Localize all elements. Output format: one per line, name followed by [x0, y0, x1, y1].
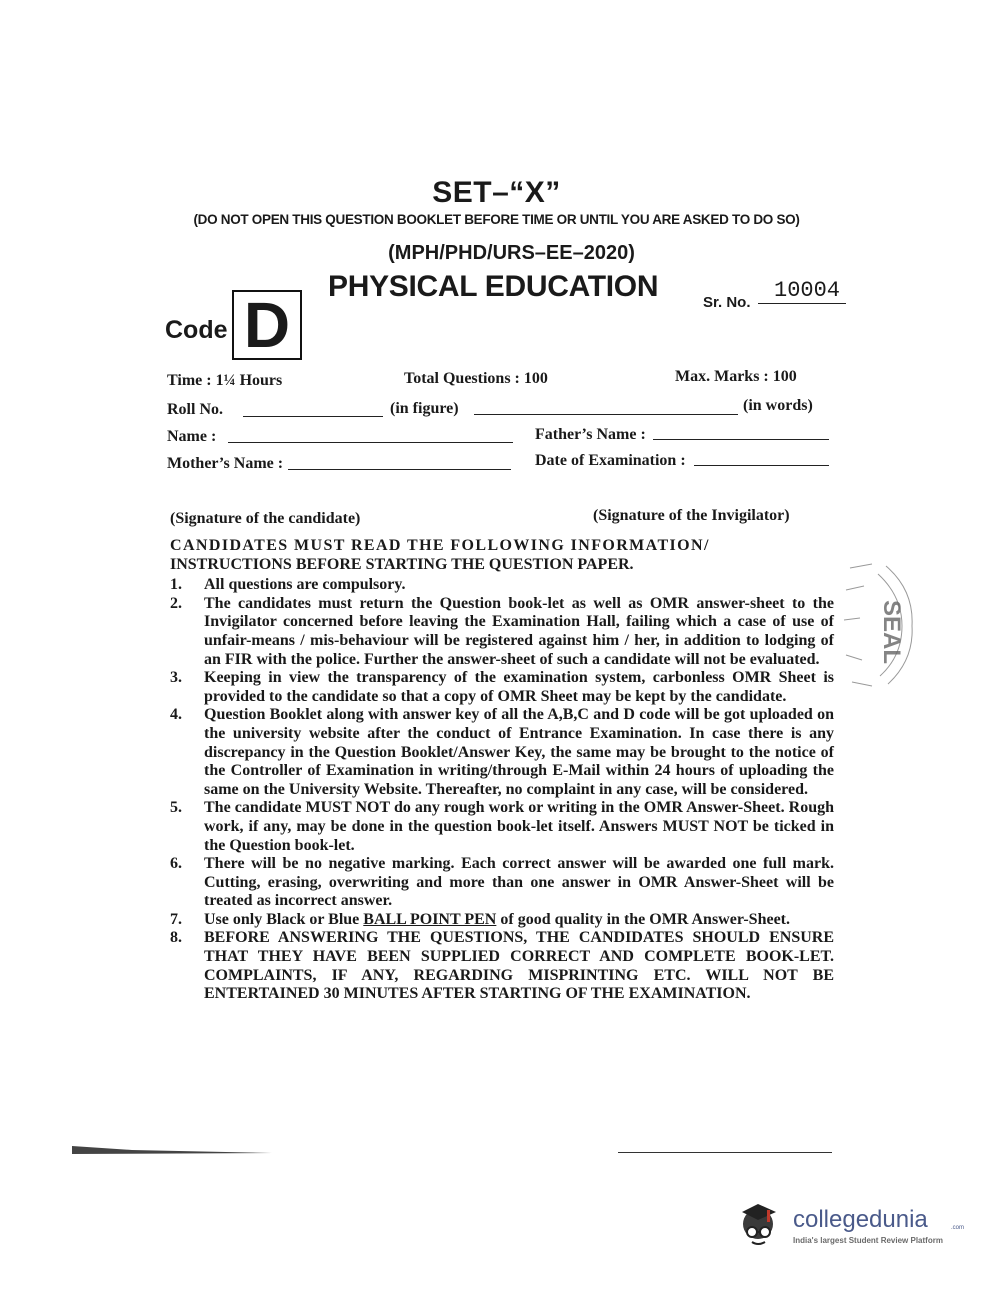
mothers-name-label: Mother’s Name : [167, 455, 284, 472]
total-questions-label: Total Questions : 100 [404, 370, 548, 387]
instruction-item: 7. Use only Black or Blue BALL POINT PEN of good quality in the OMR Answer-Sheet. [170, 910, 790, 928]
instruction-item: 8. BEFORE ANSWERING THE QUESTIONS, THE CANDIDATES SHOULD ENSURE THAT THEY HAVE BEEN SUPPLIED CORRECT AND COMPLETE BOOK-LET. COMPLAINTS, IF ANY, REGARDING MISPRINTING ETC. WILL NOT BE ENTERTAINED 30 MINUTES AFTER STARTING OF THE EXAMINATION. [170, 929, 834, 1003]
instruction-item: 1. All questions are compulsory. [170, 576, 406, 594]
exam-code: (MPH/PHD/URS–EE–2020) [388, 242, 635, 264]
subject-title: PHYSICAL EDUCATION [328, 270, 659, 303]
instruction-item: 6. There will be no negative marking. Each correct answer will be awarded one full mark. Cutting, erasing, overwriting and more than one answer in OMR Answer-Sheet will be treated as incorrect answer. [170, 855, 834, 910]
code-box [232, 290, 302, 360]
time-label: Time : 1¼ Hours [167, 372, 283, 389]
instruction-item: 2. The candidates must return the Question book-let as well as OMR answer-sheet to the Invigilator concerned before leaving the Examination Hall, failing which a case of use of unfair-means / mis-behaviour will be registered against him / her, in addition to lodging of an FIR with the police. Further the answer-sheet of such a candidate will not be evaluated. [170, 594, 834, 668]
date-of-exam-line [694, 465, 829, 466]
instruction-item: 4. Question Booklet along with answer key of all the A,B,C and D code will be got uploaded on the university website after the conduct of Entrance Examination. In case there is any discrepancy in the Question Booklet/Answer Key, the same may be brought to the notice of the Controller of Examination in writing/through E-Mail within 24 hours of uploading the same on the University Website. Thereafter, no complaint in any case, will be considered. [170, 706, 834, 798]
roll-words-line [474, 414, 738, 415]
code-letter: D [243, 289, 291, 361]
name-label: Name : [167, 428, 217, 445]
logo-name: collegedunia [793, 1206, 928, 1233]
roll-no-label: Roll No. [167, 401, 223, 418]
set-title: SET–“X” [432, 176, 561, 209]
serial-number-label: Sr. No. [703, 294, 751, 311]
instructions [170, 537, 834, 1004]
mothers-name-line [288, 469, 511, 470]
name-line [228, 442, 513, 443]
logo-suffix: .com [951, 1225, 965, 1231]
fathers-name-line [653, 439, 829, 440]
instruction-item: 3. Keeping in view the transparency of the examination system, carbonless OMR Sheet is provided to the candidate so that a copy of OMR Sheet may be kept by the candidate. [170, 669, 834, 705]
in-figure-label: (in figure) [390, 400, 459, 417]
instructions-heading: CANDIDATES MUST READ THE FOLLOWING INFORMATION/ INSTRUCTIONS BEFORE STARTING THE QUESTION PAPER. [170, 537, 710, 573]
date-of-exam-label: Date of Examination : [535, 452, 686, 469]
ball-point-pen-text: BALL POINT PEN [363, 910, 497, 928]
fathers-name-label: Father’s Name : [535, 426, 646, 443]
in-words-label: (in words) [743, 397, 813, 414]
bottom-rule-right [618, 1152, 832, 1153]
serial-number-value: 10004 [758, 278, 846, 304]
signature-candidate: (Signature of the candidate) [170, 510, 361, 527]
seal-text: SEAL [878, 600, 905, 665]
do-not-open-notice: (DO NOT OPEN THIS QUESTION BOOKLET BEFORE TIME OR UNTIL YOU ARE ASKED TO DO SO) [193, 212, 800, 227]
max-marks-label: Max. Marks : 100 [675, 368, 797, 385]
seal-stamp [842, 560, 922, 690]
roll-no-line [243, 416, 383, 417]
instruction-item: 5. The candidate MUST NOT do any rough work or writing in the OMR Answer-Sheet. Rough work, if any, may be done in the question book-let itself. Answers MUST NOT be ticked in the Question book-let. [170, 799, 834, 854]
bottom-rule-left [72, 1145, 272, 1155]
signature-invigilator: (Signature of the Invigilator) [593, 507, 790, 524]
logo-tagline: India's largest Student Review Platform [793, 1236, 943, 1245]
code-label: Code [165, 316, 228, 344]
